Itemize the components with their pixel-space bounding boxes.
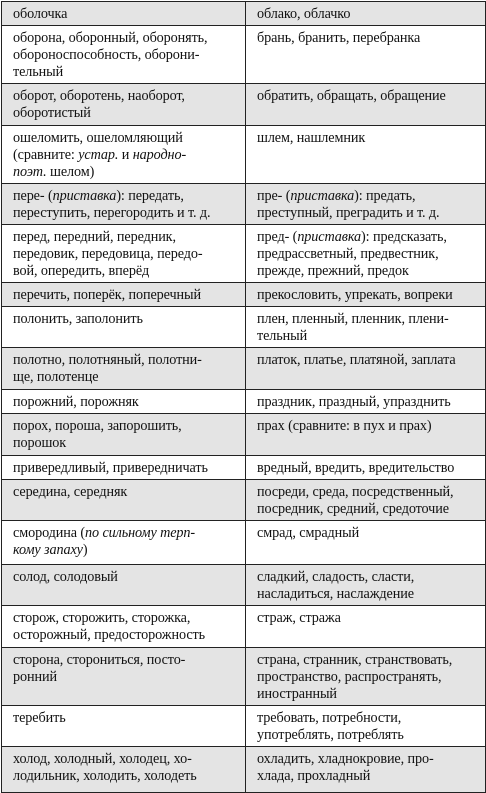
cell-line xyxy=(257,727,481,744)
cell-related-words xyxy=(246,184,486,225)
cell-related-words xyxy=(246,348,486,390)
text: солод, солодовый xyxy=(13,569,118,585)
cell-line xyxy=(13,542,241,559)
text: (сравните: xyxy=(13,147,79,163)
text: облако, облачко xyxy=(257,6,351,22)
text: прежде, прежний, предок xyxy=(257,263,409,279)
italic-text: кому запаху xyxy=(13,542,83,558)
cell-line xyxy=(13,418,241,435)
table-row xyxy=(2,414,486,456)
cell-line xyxy=(13,88,241,105)
cell-source-words xyxy=(2,480,246,521)
italic-text: приставка xyxy=(297,229,362,245)
text: праздник, праздный, упразднить xyxy=(257,394,451,410)
cell-line xyxy=(13,287,241,304)
text: прекословить, упрекать, вопреки xyxy=(257,287,453,303)
cell-source-words xyxy=(2,606,246,648)
text: оборот, оборотень, наоборот, xyxy=(13,88,185,104)
cell-line xyxy=(13,768,241,785)
cell-related-words xyxy=(246,414,486,456)
cell-line xyxy=(13,435,241,452)
text: смрад, смрадный xyxy=(257,525,360,541)
cell-source-words xyxy=(2,225,246,283)
text: лодильник, холодить, холодеть xyxy=(13,768,197,784)
text: плен, пленный, пленник, плени- xyxy=(257,311,449,327)
text: ) xyxy=(82,542,88,558)
cell-line xyxy=(13,460,241,477)
cell-line xyxy=(257,686,481,703)
cell-line xyxy=(257,229,481,246)
cell-related-words xyxy=(246,456,486,480)
cell-line xyxy=(257,768,481,785)
text: преступный, преградить и т. д. xyxy=(257,205,440,221)
text: страна, странник, странствовать, xyxy=(257,652,453,668)
cell-line xyxy=(257,610,481,627)
italic-text: приставка xyxy=(52,188,117,204)
text: вой, опередить, вперёд xyxy=(13,263,150,279)
cell-line xyxy=(13,394,241,411)
text: пространство, распространять, xyxy=(257,669,442,685)
cell-line xyxy=(13,164,241,181)
cell-line xyxy=(257,88,481,105)
cell-line xyxy=(13,525,241,542)
cell-source-words xyxy=(2,390,246,414)
cell-source-words xyxy=(2,747,246,793)
text: сладкий, сладость, сласти, xyxy=(257,569,415,585)
text: прах (сравните: в пух и прах) xyxy=(257,418,432,434)
cell-line xyxy=(13,47,241,64)
text: вредный, вредить, вредительство xyxy=(257,460,455,476)
cell-related-words xyxy=(246,126,486,184)
cell-line xyxy=(257,394,481,411)
table-row xyxy=(2,225,486,283)
text: шлем, нашлемник xyxy=(257,130,366,146)
cell-line xyxy=(13,369,241,386)
text: хлада, прохладный xyxy=(257,768,371,784)
text: охладить, хладнокровие, про- xyxy=(257,751,434,767)
text: обратить, обращать, обращение xyxy=(257,88,446,104)
cell-line xyxy=(257,501,481,518)
cell-source-words xyxy=(2,283,246,307)
cell-related-words xyxy=(246,283,486,307)
cell-line xyxy=(257,460,481,477)
text: и xyxy=(118,147,133,163)
text: холод, холодный, холодец, хо- xyxy=(13,751,192,767)
text: середина, середняк xyxy=(13,484,128,500)
text: употреблять, потреблять xyxy=(257,727,404,743)
text: ще, полотенце xyxy=(13,369,99,385)
text: обороноспособность, оборони- xyxy=(13,47,200,63)
cell-line xyxy=(257,710,481,727)
cell-source-words xyxy=(2,456,246,480)
cell-line xyxy=(257,311,481,328)
cell-related-words xyxy=(246,565,486,606)
table-row xyxy=(2,390,486,414)
cell-line xyxy=(13,652,241,669)
text: ронний xyxy=(13,669,57,685)
text: осторожный, предосторожность xyxy=(13,627,206,643)
cell-source-words xyxy=(2,184,246,225)
text: пре- ( xyxy=(257,188,291,204)
table-row xyxy=(2,456,486,480)
cell-source-words xyxy=(2,307,246,348)
cell-line xyxy=(13,484,241,501)
cell-line xyxy=(13,147,241,164)
text: порошок xyxy=(13,435,67,451)
cell-line xyxy=(13,30,241,47)
table-row xyxy=(2,126,486,184)
text: оборотистый xyxy=(13,105,91,121)
text: полонить, заполонить xyxy=(13,311,143,327)
cell-line xyxy=(257,328,481,345)
cell-line xyxy=(257,287,481,304)
italic-text: поэт. xyxy=(13,164,47,180)
cell-related-words xyxy=(246,606,486,648)
cell-source-words xyxy=(2,2,246,26)
cell-source-words xyxy=(2,521,246,565)
cell-line xyxy=(13,64,241,81)
cell-line xyxy=(13,130,241,147)
cell-line xyxy=(257,652,481,669)
cell-related-words xyxy=(246,521,486,565)
cell-line xyxy=(257,130,481,147)
text: пере- ( xyxy=(13,188,53,204)
cell-line xyxy=(257,246,481,263)
text: теребить xyxy=(13,710,66,726)
text: иностранный xyxy=(257,686,337,702)
cell-line xyxy=(13,229,241,246)
cell-related-words xyxy=(246,706,486,747)
table-row xyxy=(2,84,486,126)
cell-line xyxy=(13,205,241,222)
cell-source-words xyxy=(2,348,246,390)
italic-text: народно- xyxy=(132,147,187,163)
text: переступить, перегородить и т. д. xyxy=(13,205,211,221)
table-row xyxy=(2,606,486,648)
text: полотно, полотняный, полотни- xyxy=(13,352,202,368)
cell-source-words xyxy=(2,414,246,456)
word-comparison-table xyxy=(1,1,486,793)
cell-line xyxy=(257,418,481,435)
text: передовик, передовица, передо- xyxy=(13,246,203,262)
text: ошеломить, ошеломляющий xyxy=(13,130,183,146)
text: брань, бранить, перебранка xyxy=(257,30,421,46)
cell-related-words xyxy=(246,2,486,26)
cell-line xyxy=(13,6,241,23)
text: насладиться, наслаждение xyxy=(257,586,414,602)
italic-text: по сильному терп- xyxy=(85,525,196,541)
cell-related-words xyxy=(246,747,486,793)
text: ): передать, xyxy=(116,188,184,204)
cell-related-words xyxy=(246,225,486,283)
cell-line xyxy=(257,669,481,686)
text: посредник, средний, средоточие xyxy=(257,501,449,517)
cell-line xyxy=(257,263,481,280)
text: ): предсказать, xyxy=(361,229,447,245)
cell-line xyxy=(257,205,481,222)
text: оборона, оборонный, оборонять, xyxy=(13,30,208,46)
cell-line xyxy=(257,586,481,603)
cell-line xyxy=(13,569,241,586)
table-row xyxy=(2,480,486,521)
text: привередливый, привередничать xyxy=(13,460,208,476)
cell-source-words xyxy=(2,565,246,606)
cell-line xyxy=(13,627,241,644)
table-row xyxy=(2,521,486,565)
text: ): предать, xyxy=(354,188,416,204)
italic-text: устар. xyxy=(78,147,119,163)
cell-source-words xyxy=(2,84,246,126)
cell-line xyxy=(257,188,481,205)
table-row xyxy=(2,307,486,348)
cell-line xyxy=(257,525,481,542)
cell-line xyxy=(13,311,241,328)
text: перед, передний, передник, xyxy=(13,229,176,245)
cell-line xyxy=(13,669,241,686)
cell-line xyxy=(257,569,481,586)
table-row xyxy=(2,26,486,84)
text: оболочка xyxy=(13,6,68,22)
cell-line xyxy=(257,751,481,768)
cell-related-words xyxy=(246,480,486,521)
cell-source-words xyxy=(2,126,246,184)
text: шелом) xyxy=(46,164,95,180)
text: страж, стража xyxy=(257,610,341,626)
text: сторож, сторожить, сторожка, xyxy=(13,610,191,626)
cell-related-words xyxy=(246,84,486,126)
table-row xyxy=(2,283,486,307)
text: порожний, порожняк xyxy=(13,394,139,410)
cell-line xyxy=(257,6,481,23)
text: порох, пороша, запорошить, xyxy=(13,418,182,434)
table-row xyxy=(2,348,486,390)
cell-line xyxy=(257,352,481,369)
cell-line xyxy=(257,484,481,501)
table-body xyxy=(2,2,486,793)
table-row xyxy=(2,184,486,225)
cell-line xyxy=(13,751,241,768)
cell-line xyxy=(13,610,241,627)
cell-source-words xyxy=(2,26,246,84)
text: сторона, сторониться, посто- xyxy=(13,652,186,668)
text: платок, платье, платяной, заплата xyxy=(257,352,456,368)
cell-line xyxy=(257,30,481,47)
cell-line xyxy=(13,352,241,369)
table-row xyxy=(2,706,486,747)
text: перечить, поперёк, поперечный xyxy=(13,287,201,303)
italic-text: приставка xyxy=(290,188,355,204)
text: предрассветный, предвестник, xyxy=(257,246,439,262)
text: смородина ( xyxy=(13,525,86,541)
cell-source-words xyxy=(2,706,246,747)
cell-line xyxy=(13,263,241,280)
table-row xyxy=(2,648,486,706)
cell-related-words xyxy=(246,390,486,414)
cell-related-words xyxy=(246,648,486,706)
text: пред- ( xyxy=(257,229,298,245)
cell-related-words xyxy=(246,26,486,84)
table-row xyxy=(2,2,486,26)
cell-line xyxy=(13,710,241,727)
table-row xyxy=(2,747,486,793)
cell-related-words xyxy=(246,307,486,348)
text: тельный xyxy=(257,328,308,344)
text: требовать, потребности, xyxy=(257,710,402,726)
cell-line xyxy=(13,105,241,122)
cell-line xyxy=(13,246,241,263)
table-row xyxy=(2,565,486,606)
cell-source-words xyxy=(2,648,246,706)
text: тельный xyxy=(13,64,64,80)
text: посреди, среда, посредственный, xyxy=(257,484,454,500)
cell-line xyxy=(13,188,241,205)
